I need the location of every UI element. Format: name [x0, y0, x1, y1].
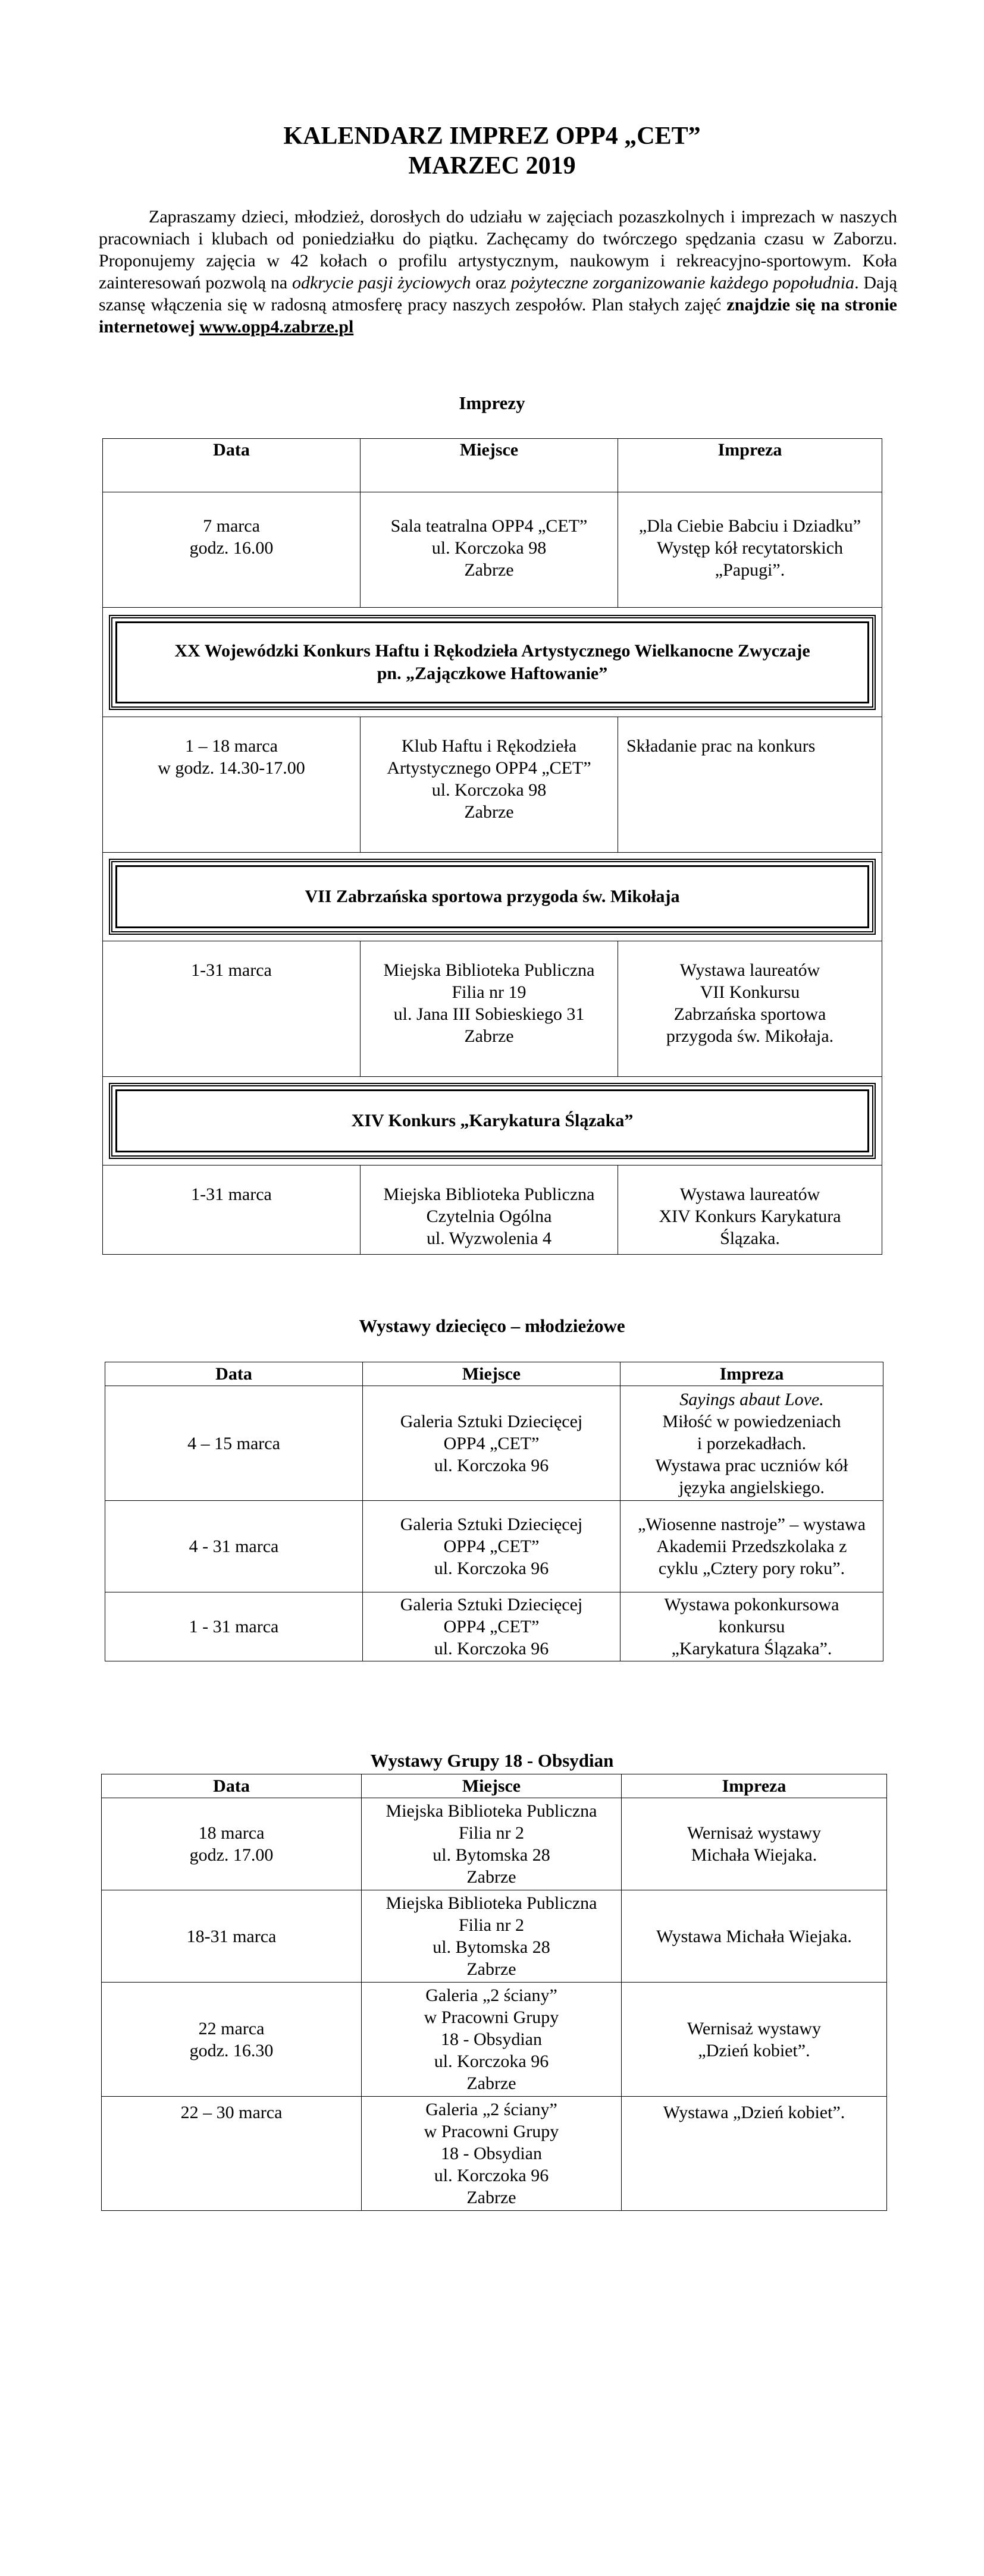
event-line: przygoda św. Mikołaja. [666, 1026, 834, 1046]
intro-emphasis-2: pożyteczne zorganizowanie każdego popołudnia [510, 273, 855, 293]
place-line: Galeria „2 ściany” [425, 1986, 557, 2005]
table-row [105, 1592, 883, 1661]
date-line: godz. 17.00 [189, 1845, 274, 1865]
contest-banner [103, 1077, 882, 1166]
header-event: Impreza [622, 1774, 887, 1798]
section-title-youth-exhibitions: Wystawy dziecięco – młodzieżowe [359, 1315, 625, 1336]
header-date: Data [105, 1362, 363, 1386]
place-line: Artystycznego OPP4 „CET” [387, 758, 591, 778]
event-line: Występ kół recytatorskich [656, 538, 844, 558]
intro-text-4 [195, 317, 200, 337]
event-line: Sayings abaut Love. [679, 1389, 824, 1409]
place-line: ul. Korczoka 98 [431, 538, 547, 558]
cell-event [622, 1890, 887, 1983]
event-line: Zabrzańska sportowa [673, 1004, 826, 1024]
place-line: ul. Bytomska 28 [433, 1845, 550, 1865]
place-line: Zabrze [466, 1867, 516, 1887]
place-line: Filia nr 2 [459, 1823, 524, 1843]
date-line: 18 marca [198, 1823, 265, 1843]
place-line: Filia nr 2 [459, 1915, 524, 1935]
cell-place [362, 1983, 622, 2097]
header-event: Impreza [621, 1362, 883, 1386]
header-date: Data [102, 1774, 362, 1798]
cell-event [622, 1798, 887, 1890]
place-line: OPP4 „CET” [443, 1537, 540, 1556]
cell-place [363, 1501, 621, 1592]
place-line: Zabrze [466, 1959, 516, 1979]
cell-date [103, 492, 361, 608]
place-line: ul. Korczoka 96 [434, 2166, 549, 2185]
place-line: Miejska Biblioteka Publiczna [383, 1185, 595, 1204]
banner-line: VII Zabrzańska sportowa przygoda św. Mikołaja [305, 887, 680, 906]
event-line: VII Konkursu [700, 982, 800, 1002]
place-line: 18 - Obsydian [441, 2144, 542, 2163]
table-row [102, 1798, 887, 1890]
cell-date [102, 2097, 362, 2211]
event-line: Składanie prac na konkurs [626, 736, 816, 756]
place-line: Miejska Biblioteka Publiczna [386, 1893, 597, 1913]
place-line: Miejska Biblioteka Publiczna [383, 960, 595, 980]
contest-banner-row [103, 1077, 882, 1166]
place-line: Zabrze [464, 1026, 514, 1046]
place-line: Klub Haftu i Rękodzieła [401, 736, 577, 756]
intro-bold: znajdzie się na stronie internetowej [99, 295, 897, 337]
place-line: Galeria Sztuki Dziecięcej [400, 1595, 583, 1614]
date-line: godz. 16.30 [189, 2040, 274, 2060]
contest-banner-row [103, 608, 882, 717]
place-line: ul. Korczoka 96 [434, 1639, 549, 1658]
place-line: Zabrze [464, 802, 514, 822]
section-title-events: Imprezy [459, 392, 525, 413]
event-line: i porzekadłach. [697, 1433, 807, 1453]
place-line: ul. Wyzwolenia 4 [426, 1229, 552, 1248]
place-line: w Pracowni Grupy [424, 2008, 559, 2027]
event-line: Michała Wiejaka. [691, 1845, 817, 1865]
table-row [102, 2097, 887, 2211]
cell-date: 4 - 31 marca [105, 1501, 363, 1592]
table-row [103, 717, 882, 853]
cell-event [618, 1166, 882, 1255]
contest-banner [103, 608, 882, 717]
cell-place [362, 1798, 622, 1890]
event-line: Wystawa Michała Wiejaka. [656, 1926, 852, 1946]
cell-event [618, 492, 882, 608]
place-line: Zabrze [466, 2074, 516, 2093]
banner-line: XIV Konkurs „Karykatura Ślązaka” [351, 1111, 634, 1130]
cell-place [363, 1592, 621, 1661]
event-line: Wystawa pokonkursowa [664, 1595, 839, 1614]
place-line: OPP4 „CET” [443, 1617, 540, 1636]
cell-date [102, 1798, 362, 1890]
place-line: ul. Korczoka 98 [431, 780, 547, 800]
event-line: „Dla Ciebie Babciu i Dziadku” [638, 516, 861, 536]
cell-place [361, 492, 618, 608]
cell-place [362, 2097, 622, 2211]
event-line: Wystawa „Dzień kobiet”. [663, 2103, 845, 2122]
header-date: Data [103, 439, 361, 492]
banner-line: XX Wojewódzki Konkurs Haftu i Rękodzieła Artystycznego Wielkanocne Zwyczaje [174, 640, 810, 661]
cell-place [361, 717, 618, 853]
place-line: w Pracowni Grupy [424, 2122, 559, 2141]
date-line: w godz. 14.30-17.00 [158, 758, 305, 778]
table-row [103, 1166, 882, 1255]
cell-event [621, 1501, 883, 1592]
event-line: Miłość w powiedzeniach [662, 1411, 841, 1431]
place-line: Czytelnia Ogólna [426, 1207, 552, 1226]
header-place: Miejsce [361, 439, 618, 492]
place-line: Miejska Biblioteka Publiczna [386, 1801, 597, 1821]
cell-event [618, 717, 882, 853]
place-line: ul. Korczoka 96 [434, 2052, 549, 2071]
event-line: języka angielskiego. [679, 1477, 825, 1497]
header-place: Miejsce [363, 1362, 621, 1386]
event-line: cyklu „Cztery pory roku”. [658, 1559, 845, 1578]
section-title-group18-exhibitions: Wystawy Grupy 18 - Obsydian [370, 1750, 614, 1771]
date-line: 1-31 marca [191, 1185, 272, 1204]
cell-place [363, 1386, 621, 1501]
table-row [102, 1983, 887, 2097]
table-row [103, 941, 882, 1077]
banner-line: pn. „Zajączkowe Haftowanie” [377, 663, 608, 683]
place-line: Zabrze [464, 560, 514, 580]
date-line: 1-31 marca [191, 960, 272, 980]
cell-event [618, 941, 882, 1077]
document-subtitle: MARZEC 2019 [408, 152, 576, 180]
table-header-row [103, 439, 882, 492]
event-line: Wernisaż wystawy [687, 1823, 821, 1843]
date-line: 1 – 18 marca [185, 736, 278, 756]
event-line: Ślązaka. [720, 1229, 780, 1248]
event-line: „Karykatura Ślązaka”. [671, 1639, 832, 1658]
cell-date [102, 1890, 362, 1983]
date-line: 18-31 marca [186, 1926, 277, 1946]
intro-emphasis-1: odkrycie pasji życiowych [292, 273, 471, 293]
cell-date [103, 717, 361, 853]
date-line: 22 marca [198, 2018, 265, 2038]
intro-text-2: oraz [471, 273, 511, 293]
place-line: Zabrze [466, 2188, 516, 2207]
event-line: „Wiosenne nastroje” – wystawa [638, 1515, 866, 1534]
cell-place [361, 941, 618, 1077]
table-row [105, 1501, 883, 1592]
cell-date: 1 - 31 marca [105, 1592, 363, 1661]
contest-banner [103, 853, 882, 941]
header-place: Miejsce [362, 1774, 622, 1798]
cell-date [102, 1983, 362, 2097]
table-row [105, 1386, 883, 1501]
intro-paragraph [99, 206, 897, 338]
place-line: 18 - Obsydian [441, 2030, 542, 2049]
place-line: ul. Korczoka 96 [434, 1559, 549, 1578]
place-line: ul. Bytomska 28 [433, 1937, 550, 1957]
event-line: „Papugi”. [715, 560, 785, 580]
table-header-row [102, 1774, 887, 1798]
events-table [102, 438, 882, 1255]
date-line: godz. 16.00 [189, 538, 274, 558]
place-line: Sala teatralna OPP4 „CET” [390, 516, 588, 536]
event-line: Akademii Przedszkolaka z [656, 1537, 847, 1556]
place-line: Galeria Sztuki Dziecięcej [400, 1411, 583, 1431]
cell-date [103, 1166, 361, 1255]
place-line: OPP4 „CET” [443, 1433, 540, 1453]
document-title: KALENDARZ IMPREZ OPP4 „CET” [283, 122, 701, 150]
event-line: XIV Konkurs Karykatura [659, 1207, 841, 1226]
event-line: „Dzień kobiet”. [698, 2040, 810, 2060]
date-line: 7 marca [203, 516, 260, 536]
place-line: Galeria „2 ściany” [425, 2100, 557, 2119]
cell-place [361, 1166, 618, 1255]
header-event: Impreza [618, 439, 882, 492]
table-row [103, 492, 882, 608]
event-line: Wernisaż wystawy [687, 2018, 821, 2038]
place-line: ul. Jana III Sobieskiego 31 [393, 1004, 585, 1024]
intro-text-3: . Dają szansę włączenia się w radosną atmosferę pracy naszych zespołów. Plan stałych zajęć [99, 273, 898, 315]
event-line: Wystawa laureatów [679, 960, 820, 980]
table-row [102, 1890, 887, 1983]
cell-event [621, 1386, 883, 1501]
cell-event [622, 1983, 887, 2097]
cell-date [103, 941, 361, 1077]
place-line: ul. Korczoka 96 [434, 1455, 549, 1475]
website-link[interactable]: www.opp4.zabrze.pl [199, 317, 354, 337]
cell-place [362, 1890, 622, 1983]
cell-event [622, 2097, 887, 2211]
table-header-row [105, 1362, 883, 1386]
event-line: Wystawa prac uczniów kół [655, 1455, 848, 1475]
intro-text-1: Zapraszamy dzieci, młodzież, dorosłych do udziału w zajęciach pozaszkolnych i imprezach w naszych pracowniach i klubach od poniedziałku do piątku. Zachęcamy do twórczego spędzania czasu w Zaborzu. Proponujemy zajęcia w 42 kołach o profilu artystycznym, naukowym i rekreacyjno-sportowym. Koła zainteresowań pozwolą na [99, 207, 897, 293]
cell-date: 4 – 15 marca [105, 1386, 363, 1501]
cell-event [621, 1592, 883, 1661]
group18-exhibitions-table [101, 1774, 887, 2211]
contest-banner-row [103, 853, 882, 941]
event-line: Wystawa laureatów [679, 1185, 820, 1204]
date-line: 22 – 30 marca [180, 2103, 283, 2122]
youth-exhibitions-table [105, 1362, 883, 1661]
place-line: Galeria Sztuki Dziecięcej [400, 1515, 583, 1534]
place-line: Filia nr 19 [452, 982, 527, 1002]
event-line: konkursu [718, 1617, 785, 1636]
